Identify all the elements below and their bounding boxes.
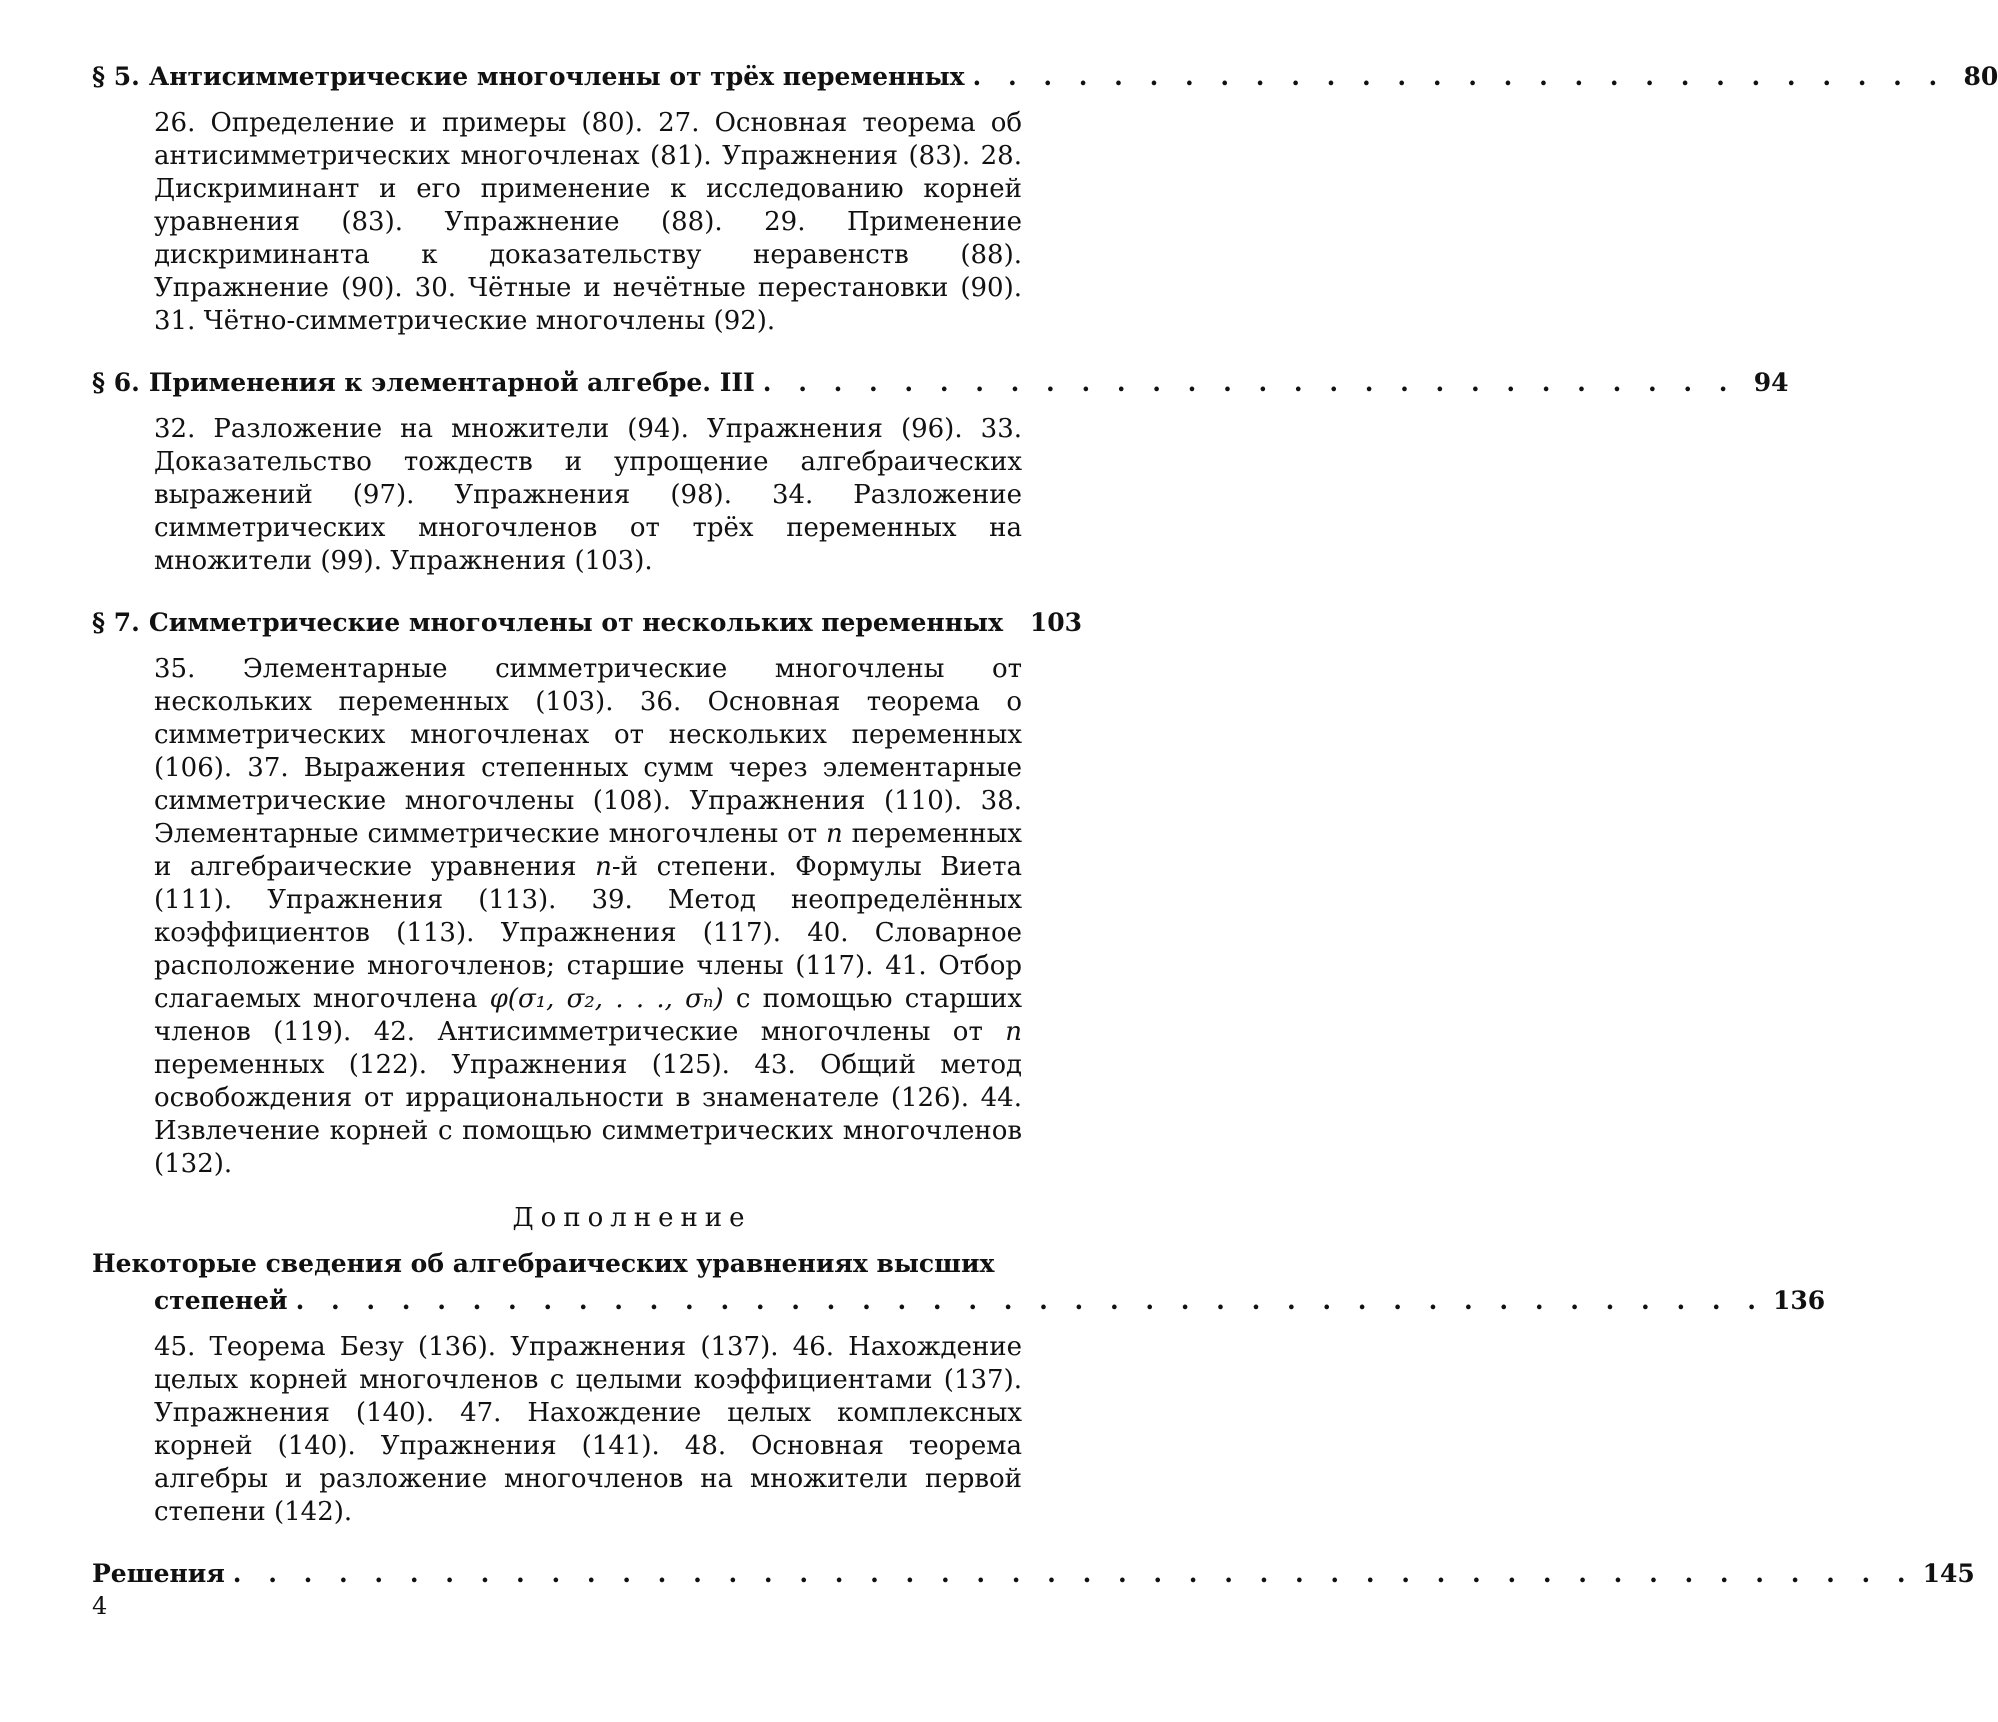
appendix-title-continued: степеней — [154, 1282, 288, 1319]
math-variable: n — [826, 819, 843, 849]
contents-text: -й степени. Формулы Виета (111). Упражнения (113). 39. Метод неопределённых коэффициентов (113). Упражнения (117). 40. Словарное расположение многочленов; старшие члены (117). 41. Отбор слагаемых многочлена — [154, 852, 1022, 1014]
page-number: 145 — [1923, 1555, 1967, 1592]
math-variable: n — [595, 852, 612, 882]
section-number: § 5. — [92, 58, 140, 95]
dot-leader: . . . . . . . . . . . . . . . . . . . . . . . . . . . . — [763, 364, 1737, 401]
page-number: 103 — [1030, 604, 1082, 641]
section-title: Симметрические многочлены от нескольких переменных — [149, 604, 1003, 641]
dot-leader: . . . . . . . . . . . . . . . . . . . . . . . . . . . . . . . . . . . . . . . . . . . . . . . . — [233, 1555, 1915, 1592]
solutions-title: Решения — [92, 1555, 225, 1592]
page-number: 94 — [1745, 364, 1789, 401]
toc-entry-solutions[interactable] — [92, 1555, 1082, 1592]
section-5-contents: 26. Определение и примеры (80). 27. Основная теорема об антисимметрических многочленах (81). Упражнения (83). 28. Дискриминант и его применение к исследованию корней уравнения (83). Упражнение (88). 29. Применение дискриминанта к доказательству неравенств (88). Упражнение (90). 30. Чётные и нечётные перестановки (90). 31. Чётно-симметрические многочлены (92). — [154, 107, 1022, 338]
section-title: Применения к элементарной алгебре. III — [149, 364, 755, 401]
toc-entry-section-7[interactable] — [92, 604, 1082, 641]
section-number: § 6. — [92, 364, 140, 401]
toc-entry-section-5[interactable] — [92, 58, 1082, 95]
math-formula: φ(σ₁, σ₂, . . ., σₙ) — [490, 984, 724, 1014]
dot-leader: . . . . . . . . . . . . . . . . . . . . . . . . . . . . — [973, 58, 1947, 95]
page-folio: 4 — [92, 1592, 107, 1620]
section-title: Антисимметрические многочлены от трёх переменных — [149, 58, 965, 95]
section-7-contents — [154, 653, 1022, 1181]
toc-page — [92, 58, 1082, 1592]
appendix-contents: 45. Теорема Безу (136). Упражнения (137). 46. Нахождение целых корней многочленов с целыми коэффициентами (137). Упражнения (140). 47. Нахождение целых комплексных корней (140). Упражнения (141). 48. Основная теорема алгебры и разложение многочленов на множители первой степени (142). — [154, 1331, 1022, 1529]
contents-text: переменных (122). Упражнения (125). 43. Общий метод освобождения от иррациональности в знаменателе (126). 44. Извлечение корней с помощью симметрических многочленов (132). — [154, 1050, 1022, 1179]
contents-text: 35. Элементарные симметрические многочлены от нескольких переменных (103). 36. Основная теорема о симметрических многочленах от нескольких переменных (106). 37. Выражения степенных сумм через элементарные симметрические многочлены (108). Упражнения (110). 38. Элементарные симметрические многочлены от — [154, 654, 1022, 849]
section-number: § 7. — [92, 604, 140, 641]
toc-entry-appendix-title[interactable]: Некоторые сведения об алгебраических уравнениях высших — [92, 1245, 1024, 1282]
dot-leader: . . . . . . . . . . . . . . . . . . . . . . . . . . . . . . . . . . . . . . . . . . — [296, 1282, 1765, 1319]
page-number: 80 — [1954, 58, 1998, 95]
section-6-contents: 32. Разложение на множители (94). Упражнения (96). 33. Доказательство тождеств и упрощение алгебраических выражений (97). Упражнения (98). 34. Разложение симметрических многочленов от трёх переменных на множители (99). Упражнения (103). — [154, 413, 1022, 578]
contents-text: с помощью старших членов (119). 42. Антисимметрические многочлены от — [154, 984, 1022, 1047]
appendix-heading: Дополнение — [182, 1203, 1082, 1233]
math-variable: n — [1005, 1017, 1022, 1047]
toc-entry-appendix[interactable] — [92, 1282, 1082, 1319]
toc-entry-section-6[interactable] — [92, 364, 1082, 401]
page-number: 136 — [1773, 1282, 1817, 1319]
contents-text: переменных и алгебраические уравнения — [154, 819, 1022, 882]
